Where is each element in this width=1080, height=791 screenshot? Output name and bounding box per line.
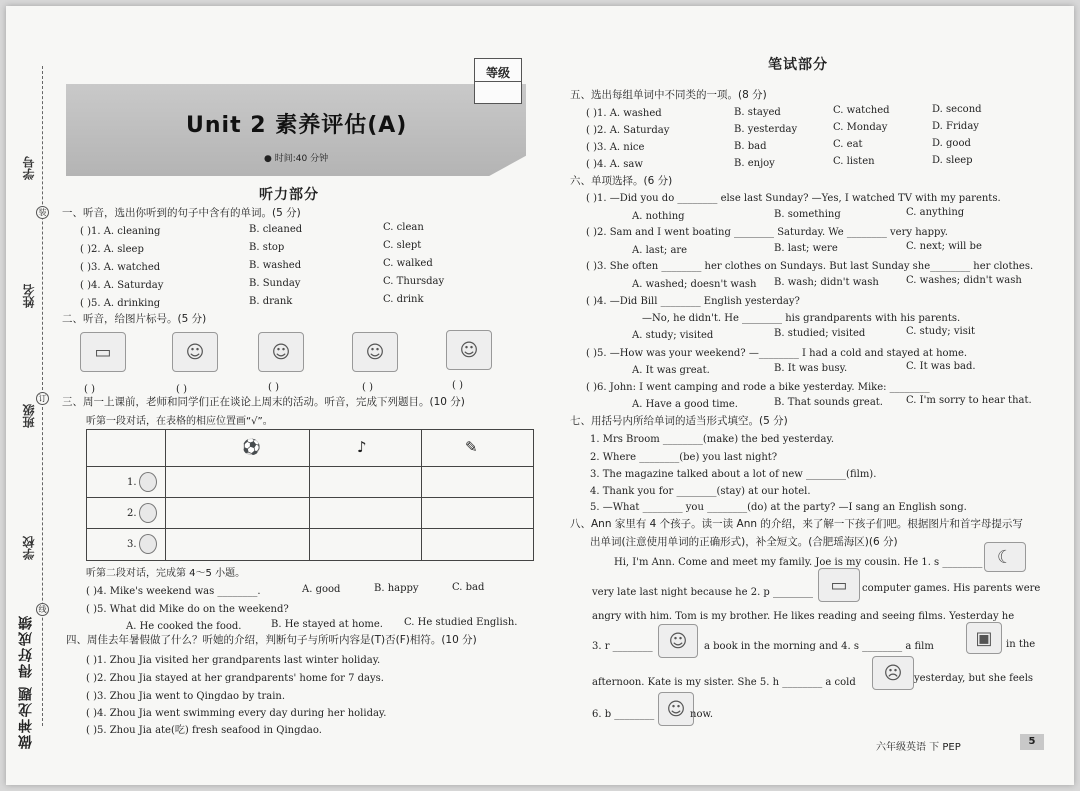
washing-picture xyxy=(172,332,218,372)
film-picture xyxy=(966,622,1002,654)
s1-q5-c: C. drink xyxy=(383,294,424,305)
binding-circle-2: 订 xyxy=(36,392,49,405)
s5-q2-d: D. Friday xyxy=(932,121,979,132)
s5-q4-d: D. sleep xyxy=(932,155,973,166)
grade-label: 等级 xyxy=(485,66,510,80)
bed-icon: ☾ xyxy=(996,546,1014,568)
s2-blank-1: ( ) xyxy=(84,384,95,395)
s3-q4: ( )4. Mike's weekend was ________. xyxy=(86,586,261,597)
time-text: 时间:40 分钟 xyxy=(274,154,329,164)
happy-icon: ☺ xyxy=(666,698,686,720)
s1-q3-c: C. walked xyxy=(383,258,433,269)
table-row-2-label: 2. xyxy=(127,508,137,519)
book-icon: ✎ xyxy=(465,438,478,456)
s6-q5-a: A. It was great. xyxy=(632,365,710,376)
s2-blank-4: ( ) xyxy=(362,382,373,393)
school-label: 学校 xyxy=(22,536,36,560)
s6-q4-b: B. studied; visited xyxy=(774,328,866,339)
s2-blank-2: ( ) xyxy=(176,384,187,395)
binding-strip xyxy=(6,6,58,785)
s1-q4-b: B. Sunday xyxy=(249,278,301,289)
reading-book-picture xyxy=(658,624,698,658)
s7-heading: 七、用括号内所给单词的适当形式填空。(5 分) xyxy=(570,415,788,427)
s3-intro-2: 听第二段对话，完成第 4～5 小题。 xyxy=(86,568,246,579)
s4-q4: ( )4. Zhou Jia went swimming every day during her holiday. xyxy=(86,708,387,719)
boy-face-icon-2 xyxy=(139,503,157,523)
boy-face-icon xyxy=(139,472,157,492)
s3-q4-b: B. happy xyxy=(374,583,419,594)
s3-q4-a: A. good xyxy=(302,584,341,595)
s5-q3-b: B. bad xyxy=(734,141,767,152)
s4-q5: ( )5. Zhou Jia ate(吃) fresh seafood in Qingdao. xyxy=(86,725,322,736)
tv-picture xyxy=(80,332,126,372)
page-number: 5 xyxy=(1020,734,1044,750)
s6-q6-c: C. I'm sorry to hear that. xyxy=(906,395,1032,406)
computer-picture xyxy=(258,332,304,372)
better-picture xyxy=(658,692,694,726)
s3-q5-c: C. He studied English. xyxy=(404,617,518,628)
class-label: 班级 xyxy=(22,404,36,428)
tv-icon: ▭ xyxy=(94,341,112,363)
sleeping-picture xyxy=(984,542,1026,572)
s6-q4-c: C. study; visit xyxy=(906,326,976,337)
s1-q3: ( )3. A. watched xyxy=(80,262,161,273)
reading-icon-2: ☺ xyxy=(668,630,688,652)
s8-heading-1: 八、Ann 家里有 4 个孩子。读一读 Ann 的介绍，来了解一下孩子们吧。根据图片和首字母提示写 xyxy=(570,518,1023,530)
writing-part-title: 笔试部分 xyxy=(768,57,828,73)
table-row-3-label: 3. xyxy=(127,539,137,550)
s7-q3: 3. The magazine talked about a lot of new ________(film). xyxy=(590,469,877,480)
boy-face-icon-3 xyxy=(139,534,157,554)
s8-line-3: angry with him. Tom is my brother. He likes reading and seeing films. Yesterday he xyxy=(592,611,1015,622)
s2-heading: 二、听音，给图片标号。(5 分) xyxy=(62,313,207,325)
s6-q5-b: B. It was busy. xyxy=(774,363,848,374)
s8-line-2b: computer games. His parents were xyxy=(862,583,1041,594)
s6-q4: ( )4. —Did Bill ________ English yesterday? xyxy=(586,296,800,307)
computer-game-picture xyxy=(818,568,860,602)
s6-q5: ( )5. —How was your weekend? —________ I had a cold and stayed at home. xyxy=(586,348,968,359)
s5-heading: 五、选出每组单词中不同类的一项。(8 分) xyxy=(570,89,767,101)
s5-q1-b: B. stayed xyxy=(734,107,781,118)
name-label: 姓名 xyxy=(22,284,36,308)
s6-q4-line2: —No, he didn't. He ________ his grandparents with his parents. xyxy=(642,313,961,324)
s8-line-4b: a book in the morning and 4. s ________ a film xyxy=(704,641,934,652)
s5-q4-b: B. enjoy xyxy=(734,158,775,169)
table-row-line-3 xyxy=(87,528,533,529)
slogan: 做神龙题 得好成绩 xyxy=(18,614,34,749)
clock-icon: ● xyxy=(264,154,272,164)
s7-q5: 5. —What ________ you ________(do) at the party? —I sang an English song. xyxy=(590,502,967,513)
page-title: Unit 2 素养评估(A) xyxy=(186,113,408,138)
s8-line-5a: afternoon. Kate is my sister. She 5. h ________ a cold xyxy=(592,677,856,688)
s2-blank-3: ( ) xyxy=(268,382,279,393)
s1-q5: ( )5. A. drinking xyxy=(80,298,161,309)
s1-q2-b: B. stop xyxy=(249,242,285,253)
reading-picture xyxy=(446,330,492,370)
s7-q1: 1. Mrs Broom ________(make) the bed yesterday. xyxy=(590,434,835,445)
s1-q1-c: C. clean xyxy=(383,222,424,233)
s8-line-5b: yesterday, but she feels xyxy=(914,673,1034,684)
s8-line-6b: now. xyxy=(690,709,714,720)
s6-q5-c: C. It was bad. xyxy=(906,361,976,372)
s3-q5-b: B. He stayed at home. xyxy=(271,619,383,630)
washing-icon: ☺ xyxy=(185,341,205,363)
reading-icon: ☺ xyxy=(459,339,479,361)
s1-q2-c: C. slept xyxy=(383,240,422,251)
s5-q2: ( )2. A. Saturday xyxy=(586,125,670,136)
sick-icon: ☹ xyxy=(883,662,903,684)
footer-grade: 六年级英语 下 PEP xyxy=(876,742,961,753)
s6-q1: ( )1. —Did you do ________ else last Sunday? —Yes, I watched TV with my parents. xyxy=(586,193,1001,204)
table-col-line-2 xyxy=(309,430,310,560)
s6-q3: ( )3. She often ________ her clothes on Sundays. But last Sunday she________ her clothes. xyxy=(586,261,1034,272)
cleaning-picture xyxy=(352,332,398,372)
grade-box xyxy=(474,58,522,104)
table-row-line-2 xyxy=(87,497,533,498)
erhu-icon: ♪ xyxy=(357,438,367,456)
s1-q1-b: B. cleaned xyxy=(249,224,303,235)
s1-q2: ( )2. A. sleep xyxy=(80,244,144,255)
football-icon: ⚽ xyxy=(242,438,261,456)
s1-q1: ( )1. A. cleaning xyxy=(80,226,161,237)
listening-part-title: 听力部分 xyxy=(259,187,319,203)
s1-heading: 一、听音，选出你听到的句子中含有的单词。(5 分) xyxy=(62,207,301,219)
s3-q5-a: A. He cooked the food. xyxy=(126,621,242,632)
table-col-line-3 xyxy=(421,430,422,560)
s6-q3-c: C. washes; didn't wash xyxy=(906,275,1022,286)
s8-line-4c: in the xyxy=(1006,639,1036,650)
s6-q6-a: A. Have a good time. xyxy=(632,399,738,410)
table-row-line-1 xyxy=(87,466,533,467)
s5-q1-d: D. second xyxy=(932,104,982,115)
s1-q5-b: B. drank xyxy=(249,296,293,307)
s5-q2-b: B. yesterday xyxy=(734,124,798,135)
s5-q1-c: C. watched xyxy=(833,105,890,116)
s6-q6: ( )6. John: I went camping and rode a bike yesterday. Mike: ________ xyxy=(586,382,930,393)
s1-q4-c: C. Thursday xyxy=(383,276,445,287)
s5-q1: ( )1. A. washed xyxy=(586,108,662,119)
s7-q4: 4. Thank you for ________(stay) at our hotel. xyxy=(590,486,811,497)
s5-q2-c: C. Monday xyxy=(833,122,888,133)
grade-divider xyxy=(475,81,521,82)
film-icon: ▣ xyxy=(975,627,993,649)
table-col-line-1 xyxy=(165,430,166,560)
s5-q3: ( )3. A. nice xyxy=(586,142,645,153)
time-limit xyxy=(264,151,328,164)
computer-icon-2: ▭ xyxy=(830,574,848,596)
s2-blank-5: ( ) xyxy=(452,380,463,391)
s3-intro-1: 听第一段对话，在表格的相应位置画“√”。 xyxy=(86,416,273,427)
s6-q4-a: A. study; visited xyxy=(632,330,714,341)
s6-q1-b: B. something xyxy=(774,209,841,220)
s6-q6-b: B. That sounds great. xyxy=(774,397,883,408)
s8-line-1: Hi, I'm Ann. Come and meet my family. Joe is my cousin. He 1. s ________ xyxy=(614,557,983,568)
s3-heading: 三、周一上课前，老师和同学们正在谈论上周末的活动。听音，完成下列题目。(10 分) xyxy=(62,396,465,408)
cleaning-icon: ☺ xyxy=(365,341,385,363)
s6-heading: 六、单项选择。(6 分) xyxy=(570,175,673,187)
s5-q4-c: C. listen xyxy=(833,156,875,167)
s4-q3: ( )3. Zhou Jia went to Qingdao by train. xyxy=(86,691,286,702)
s5-q3-d: D. good xyxy=(932,138,971,149)
activity-table xyxy=(86,429,534,561)
s6-q3-b: B. wash; didn't wash xyxy=(774,277,879,288)
s6-q2-b: B. last; were xyxy=(774,243,838,254)
binding-circle-1: 装 xyxy=(36,206,49,219)
s8-line-2a: very late last night because he 2. p ________ xyxy=(592,587,814,598)
student-id-label: 学号 xyxy=(22,156,36,180)
exam-sheet xyxy=(6,6,1074,785)
s7-q2: 2. Where ________(be) you last night? xyxy=(590,452,778,463)
computer-icon: ☺ xyxy=(271,341,291,363)
binding-circle-3: 线 xyxy=(36,603,49,616)
s6-q2: ( )2. Sam and I went boating ________ Saturday. We ________ very happy. xyxy=(586,227,948,238)
s3-q4-c: C. bad xyxy=(452,582,485,593)
s1-q3-b: B. washed xyxy=(249,260,302,271)
table-row-1-label: 1. xyxy=(127,477,137,488)
s6-q3-a: A. washed; doesn't wash xyxy=(632,279,757,290)
s4-heading: 四、周佳去年暑假做了什么？听她的介绍，判断句子与所听内容是(T)否(F)相符。(10 分) xyxy=(66,634,477,646)
s6-q1-a: A. nothing xyxy=(632,211,685,222)
s4-q1: ( )1. Zhou Jia visited her grandparents last winter holiday. xyxy=(86,655,381,666)
s6-q2-c: C. next; will be xyxy=(906,241,982,252)
s8-heading-2: 出单词(注意使用单词的正确形式)，补全短文。(合肥瑶海区)(6 分) xyxy=(590,536,898,548)
s5-q3-c: C. eat xyxy=(833,139,863,150)
s8-line-6a: 6. b ________ xyxy=(592,709,655,720)
s6-q2-a: A. last; are xyxy=(632,245,688,256)
s4-q2: ( )2. Zhou Jia stayed at her grandparents' home for 7 days. xyxy=(86,673,384,684)
sick-picture xyxy=(872,656,914,690)
s1-q4: ( )4. A. Saturday xyxy=(80,280,164,291)
s6-q1-c: C. anything xyxy=(906,207,965,218)
s8-line-4a: 3. r ________ xyxy=(592,641,653,652)
s5-q4: ( )4. A. saw xyxy=(586,159,643,170)
s3-q5: ( )5. What did Mike do on the weekend? xyxy=(86,604,289,615)
